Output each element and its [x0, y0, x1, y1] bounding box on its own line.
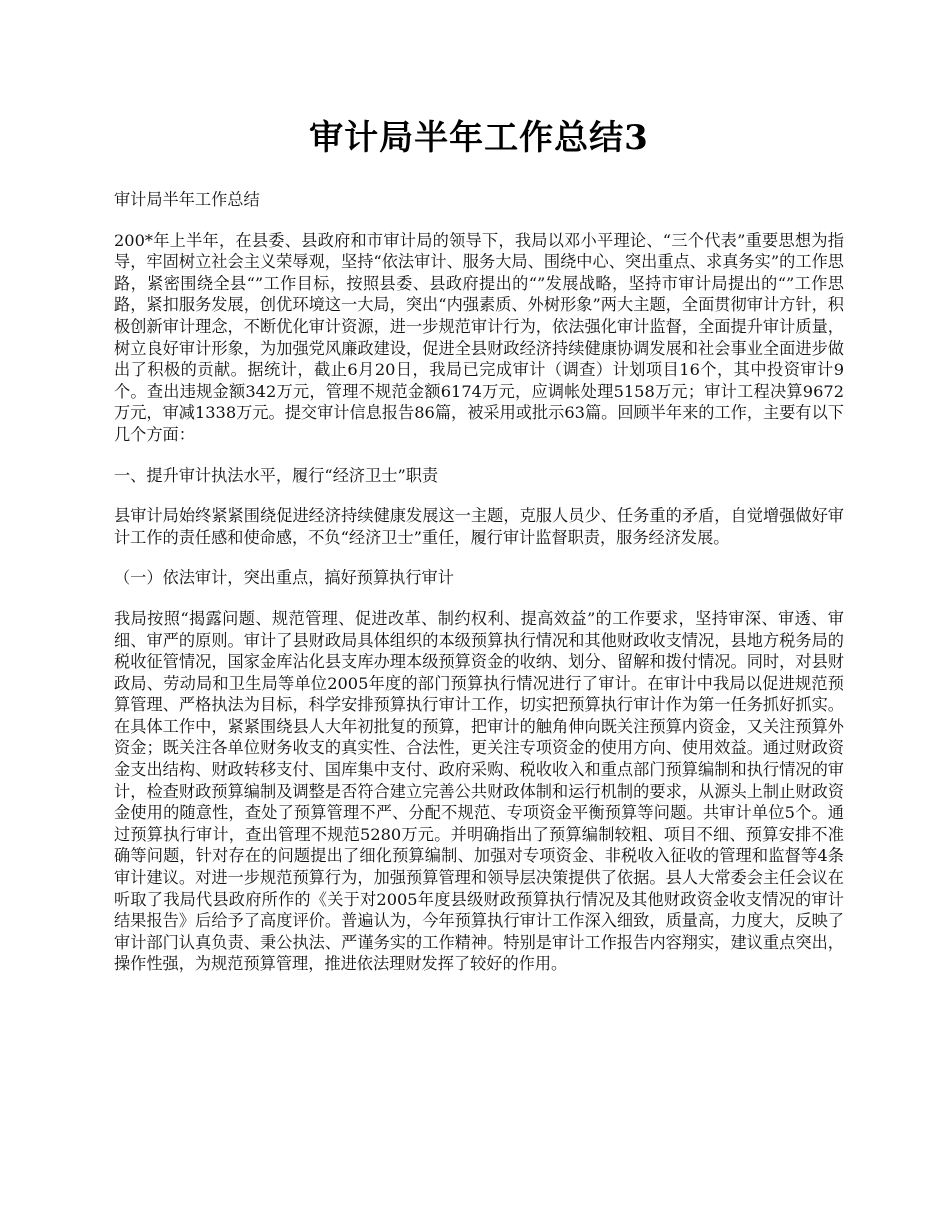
subsection-heading-1: （一）依法审计，突出重点，搞好预算执行审计 [114, 568, 454, 588]
section-1-paragraph: 县审计局始终紧紧围绕促进经济持续健康发展这一主题，克服人员少、任务重的矛盾，自觉增强做好审计工作的责任感和使命感，不负“经济卫士”重任，履行审计监督职责，服务经济发展。 [114, 506, 844, 547]
section-heading-1: 一、提升审计执法水平，履行“经济卫士”职责 [114, 465, 439, 485]
intro-paragraph: 200*年上半年，在县委、县政府和市审计局的领导下，我局以邓小平理论、“三个代表”重要思想为指导，牢固树立社会主义荣辱观，坚持“依法审计、服务大局、围绕中心、突出重点、求真务实”的工作思路，紧密围绕全县“”工作目标，按照县委、县政府提出的“”发展战略，坚持市审计局提出的“”工作思路，紧扣服务发展，创优环境这一大局，突出“内强素质、外树形象”两大主题，全面贯彻审计方针，积极创新审计理念，不断优化审计资源，进一步规范审计行为，依法强化审计监督，全面提升审计质量，树立良好审计形象，为加强党风廉政建设，促进全县财政经济持续健康协调发展和社会事业全面进步做出了积极的贡献。据统计，截止6月20日，我局已完成审计（调查）计划项目16个，其中投资审计9个。查出违规金额342万元，管理不规范金额6174万元，应调帐处理5158万元；审计工程决算9672万元，审减1338万元。提交审计信息报告86篇，被采用或批示63篇。回顾半年来的工作，主要有以下几个方面： [114, 230, 844, 444]
document-page [114, 110, 844, 994]
document-title: 审计局半年工作总结3 [309, 118, 649, 158]
subsection-1-paragraph: 我局按照“揭露问题、规范管理、促进改革、制约权利、提高效益”的工作要求，坚持审深、审透、审细、审严的原则。审计了县财政局具体组织的本级预算执行情况和其他财政收支情况，县地方税务局的税收征管情况，国家金库沾化县支库办理本级预算资金的收纳、划分、留解和拨付情况。同时，对县财政局、劳动局和卫生局等单位2005年度的部门预算执行情况进行了审计。在审计中我局以促进规范预算管理、严格执法为目标，科学安排预算执行审计工作，切实把预算执行审计作为第一任务抓好抓实。在具体工作中，紧紧围绕县人大年初批复的预算，把审计的触角伸向既关注预算内资金，又关注预算外资金；既关注各单位财务收支的真实性、合法性，更关注专项资金的使用方向、使用效益。通过财政资金支出结构、财政转移支付、国库集中支付、政府采购、税收收入和重点部门预算编制和执行情况的审计，检查财政预算编制及调整是否符合建立完善公共财政体制和运行机制的要求，从源头上制止财政资金使用的随意性，查处了预算管理不严、分配不规范、专项资金平衡预算等问题。共审计单位5个。通过预算执行审计，查出管理不规范5280万元。并明确指出了预算编制较粗、项目不细、预算安排不准确等问题，针对存在的问题提出了细化预算编制、加强对专项资金、非税收入征收的管理和监督等4条审计建议。对进一步规范预算行为，加强预算管理和领导层决策提供了依据。县人大常委会主任会议在听取了我局代县政府所作的《关于对2005年度县级财政预算执行情况及其他财政资金收支情况的审计结果报告》后给予了高度评价。普遍认为，今年预算执行审计工作深入细致，质量高，力度大，反映了审计部门认真负责、秉公执法、严谨务实的工作精神。特别是审计工作报告内容翔实，建议重点突出，操作性强，为规范预算管理，推进依法理财发挥了较好的作用。 [114, 608, 844, 974]
doc-subtitle: 审计局半年工作总结 [114, 190, 260, 209]
